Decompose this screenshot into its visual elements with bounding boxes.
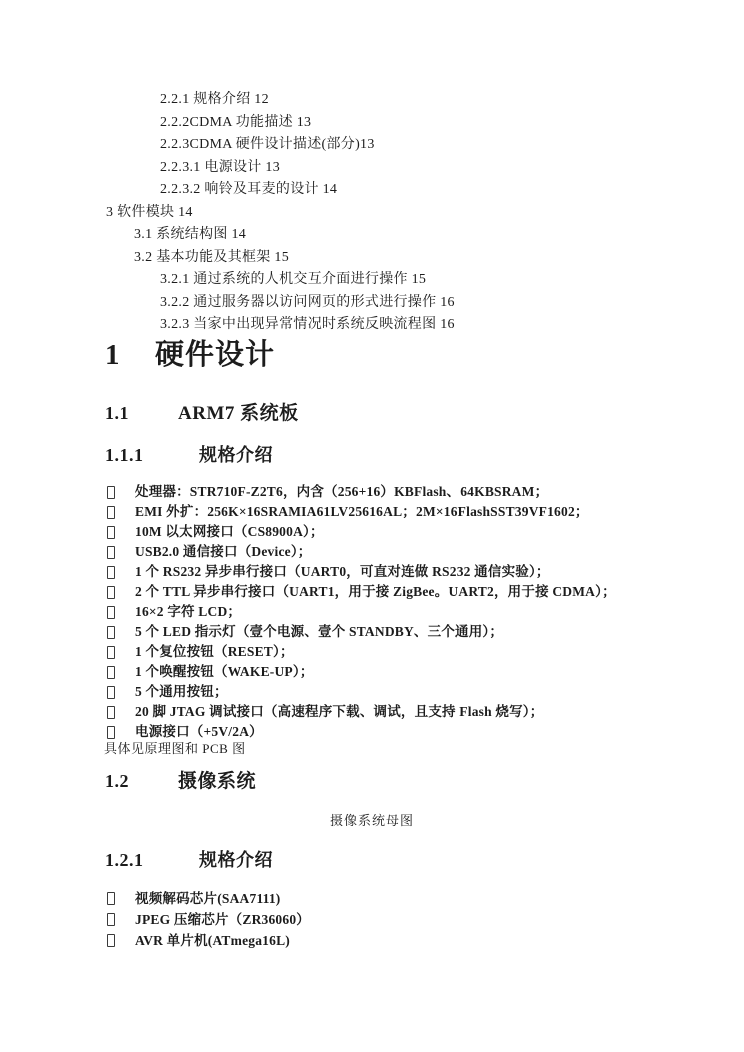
table-of-contents bbox=[0, 89, 744, 337]
missing-glyph-bullet-icon bbox=[107, 546, 115, 559]
spec-item bbox=[0, 562, 744, 582]
toc-entry: 3.2.2 通过服务器以访问网页的形式进行操作 16 bbox=[160, 294, 455, 310]
toc-entry: 3.2.3 当家中出现异常情况时系统反映流程图 16 bbox=[160, 317, 455, 332]
missing-glyph-bullet-icon bbox=[107, 506, 115, 519]
spec-item bbox=[0, 702, 744, 722]
missing-glyph-bullet-icon bbox=[107, 892, 115, 905]
toc-entry: 2.2.2CDMA 功能描述 13 bbox=[160, 114, 312, 130]
missing-glyph-bullet-icon bbox=[107, 706, 115, 719]
spec-item-text: EMI 外扩：256K×16SRAMIA61LV25616AL；2M×16FlashSST39VF1602； bbox=[135, 504, 589, 519]
spec-item-text: 16×2 字符 LCD； bbox=[135, 604, 242, 619]
chapter-title: 硬件设计 bbox=[155, 339, 276, 371]
spec-item bbox=[0, 642, 744, 662]
toc-entry: 3.2.1 通过系统的人机交互介面进行操作 15 bbox=[160, 272, 427, 287]
spec-item bbox=[0, 482, 744, 502]
subsection-number: 1.2.1 bbox=[105, 850, 144, 870]
missing-glyph-bullet-icon bbox=[107, 606, 115, 619]
figure-caption: 摄像系统母图 bbox=[329, 813, 414, 828]
spec-item-text: 视频解码芯片(SAA7111) bbox=[135, 891, 281, 906]
subsection-heading-spec1 bbox=[105, 441, 273, 467]
subsection-title: 规格介绍 bbox=[199, 850, 273, 870]
spec-item-text: 20 脚 JTAG 调试接口（高速程序下载、调试，且支持 Flash 烧写）； bbox=[135, 704, 544, 719]
chapter-number: 1 bbox=[105, 339, 121, 371]
missing-glyph-bullet-icon bbox=[107, 913, 115, 926]
toc-entry: 2.2.1 规格介绍 12 bbox=[160, 92, 269, 107]
spec-item bbox=[0, 582, 744, 602]
missing-glyph-bullet-icon bbox=[107, 486, 115, 499]
spec-item bbox=[0, 542, 744, 562]
toc-entry: 2.2.3.1 电源设计 13 bbox=[160, 159, 280, 175]
toc-entry: 3 软件模块 14 bbox=[106, 204, 193, 220]
spec-item bbox=[0, 602, 744, 622]
spec-item-text: 电源接口（+5V/2A） bbox=[135, 724, 263, 739]
toc-entry: 2.2.3.2 响铃及耳麦的设计 14 bbox=[160, 182, 338, 197]
spec-item-text: 2 个 TTL 异步串行接口（UART1，用于接 ZigBee。UART2，用于接 CDMA）； bbox=[135, 584, 616, 599]
spec-item bbox=[0, 682, 744, 702]
missing-glyph-bullet-icon bbox=[107, 526, 115, 539]
section-title: ARM7 系统板 bbox=[178, 403, 299, 424]
spec-item bbox=[0, 622, 744, 642]
missing-glyph-bullet-icon bbox=[107, 646, 115, 659]
spec-item-text: AVR 单片机(ATmega16L) bbox=[135, 933, 290, 948]
missing-glyph-bullet-icon bbox=[107, 934, 115, 947]
arm7-spec-list bbox=[0, 482, 744, 742]
toc-entry: 2.2.3CDMA 硬件设计描述(部分)13 bbox=[160, 137, 375, 152]
section-heading-arm7 bbox=[105, 398, 299, 425]
spec-item-text: JPEG 压缩芯片（ZR36060） bbox=[135, 912, 310, 927]
spec-item-text: 10M 以太网接口（CS8900A）； bbox=[135, 524, 324, 539]
section-number: 1.2 bbox=[105, 771, 129, 791]
spec-item-text: 5 个通用按钮； bbox=[135, 684, 228, 699]
chapter-heading bbox=[105, 332, 275, 373]
toc-entry: 3.2 基本功能及其框架 15 bbox=[134, 249, 289, 265]
missing-glyph-bullet-icon bbox=[107, 586, 115, 599]
spec-item-text: 1 个唤醒按钮（WAKE-UP）； bbox=[135, 664, 314, 679]
subsection-title: 规格介绍 bbox=[199, 445, 273, 465]
spec-item bbox=[0, 888, 744, 909]
section-heading-camera bbox=[105, 766, 256, 793]
spec-item-text: 5 个 LED 指示灯（壹个电源、壹个 STANDBY、三个通用）； bbox=[135, 624, 504, 639]
spec-item-text: USB2.0 通信接口（Device）； bbox=[135, 544, 312, 559]
spec-item bbox=[0, 930, 744, 951]
section-number: 1.1 bbox=[105, 403, 129, 423]
toc-entry: 3.1 系统结构图 14 bbox=[134, 227, 247, 242]
spec-item bbox=[0, 502, 744, 522]
subsection-heading-spec2 bbox=[105, 846, 273, 872]
spec-item-text: 1 个复位按钮（RESET）； bbox=[135, 644, 294, 659]
missing-glyph-bullet-icon bbox=[107, 686, 115, 699]
spec-item bbox=[0, 522, 744, 542]
subsection-number: 1.1.1 bbox=[105, 445, 144, 465]
schematic-note: 具体见原理图和 PCB 图 bbox=[104, 741, 246, 756]
spec-item bbox=[0, 909, 744, 930]
missing-glyph-bullet-icon bbox=[107, 626, 115, 639]
missing-glyph-bullet-icon bbox=[107, 666, 115, 679]
camera-spec-list bbox=[0, 888, 744, 951]
section-title: 摄像系统 bbox=[178, 771, 257, 792]
missing-glyph-bullet-icon bbox=[107, 566, 115, 579]
spec-item-text: 处理器：STR710F-Z2T6，内含（256+16）KBFlash、64KBSRAM； bbox=[135, 484, 549, 499]
spec-item bbox=[0, 662, 744, 682]
spec-item-text: 1 个 RS232 异步串行接口（UART0，可直对连做 RS232 通信实验）； bbox=[135, 564, 550, 579]
